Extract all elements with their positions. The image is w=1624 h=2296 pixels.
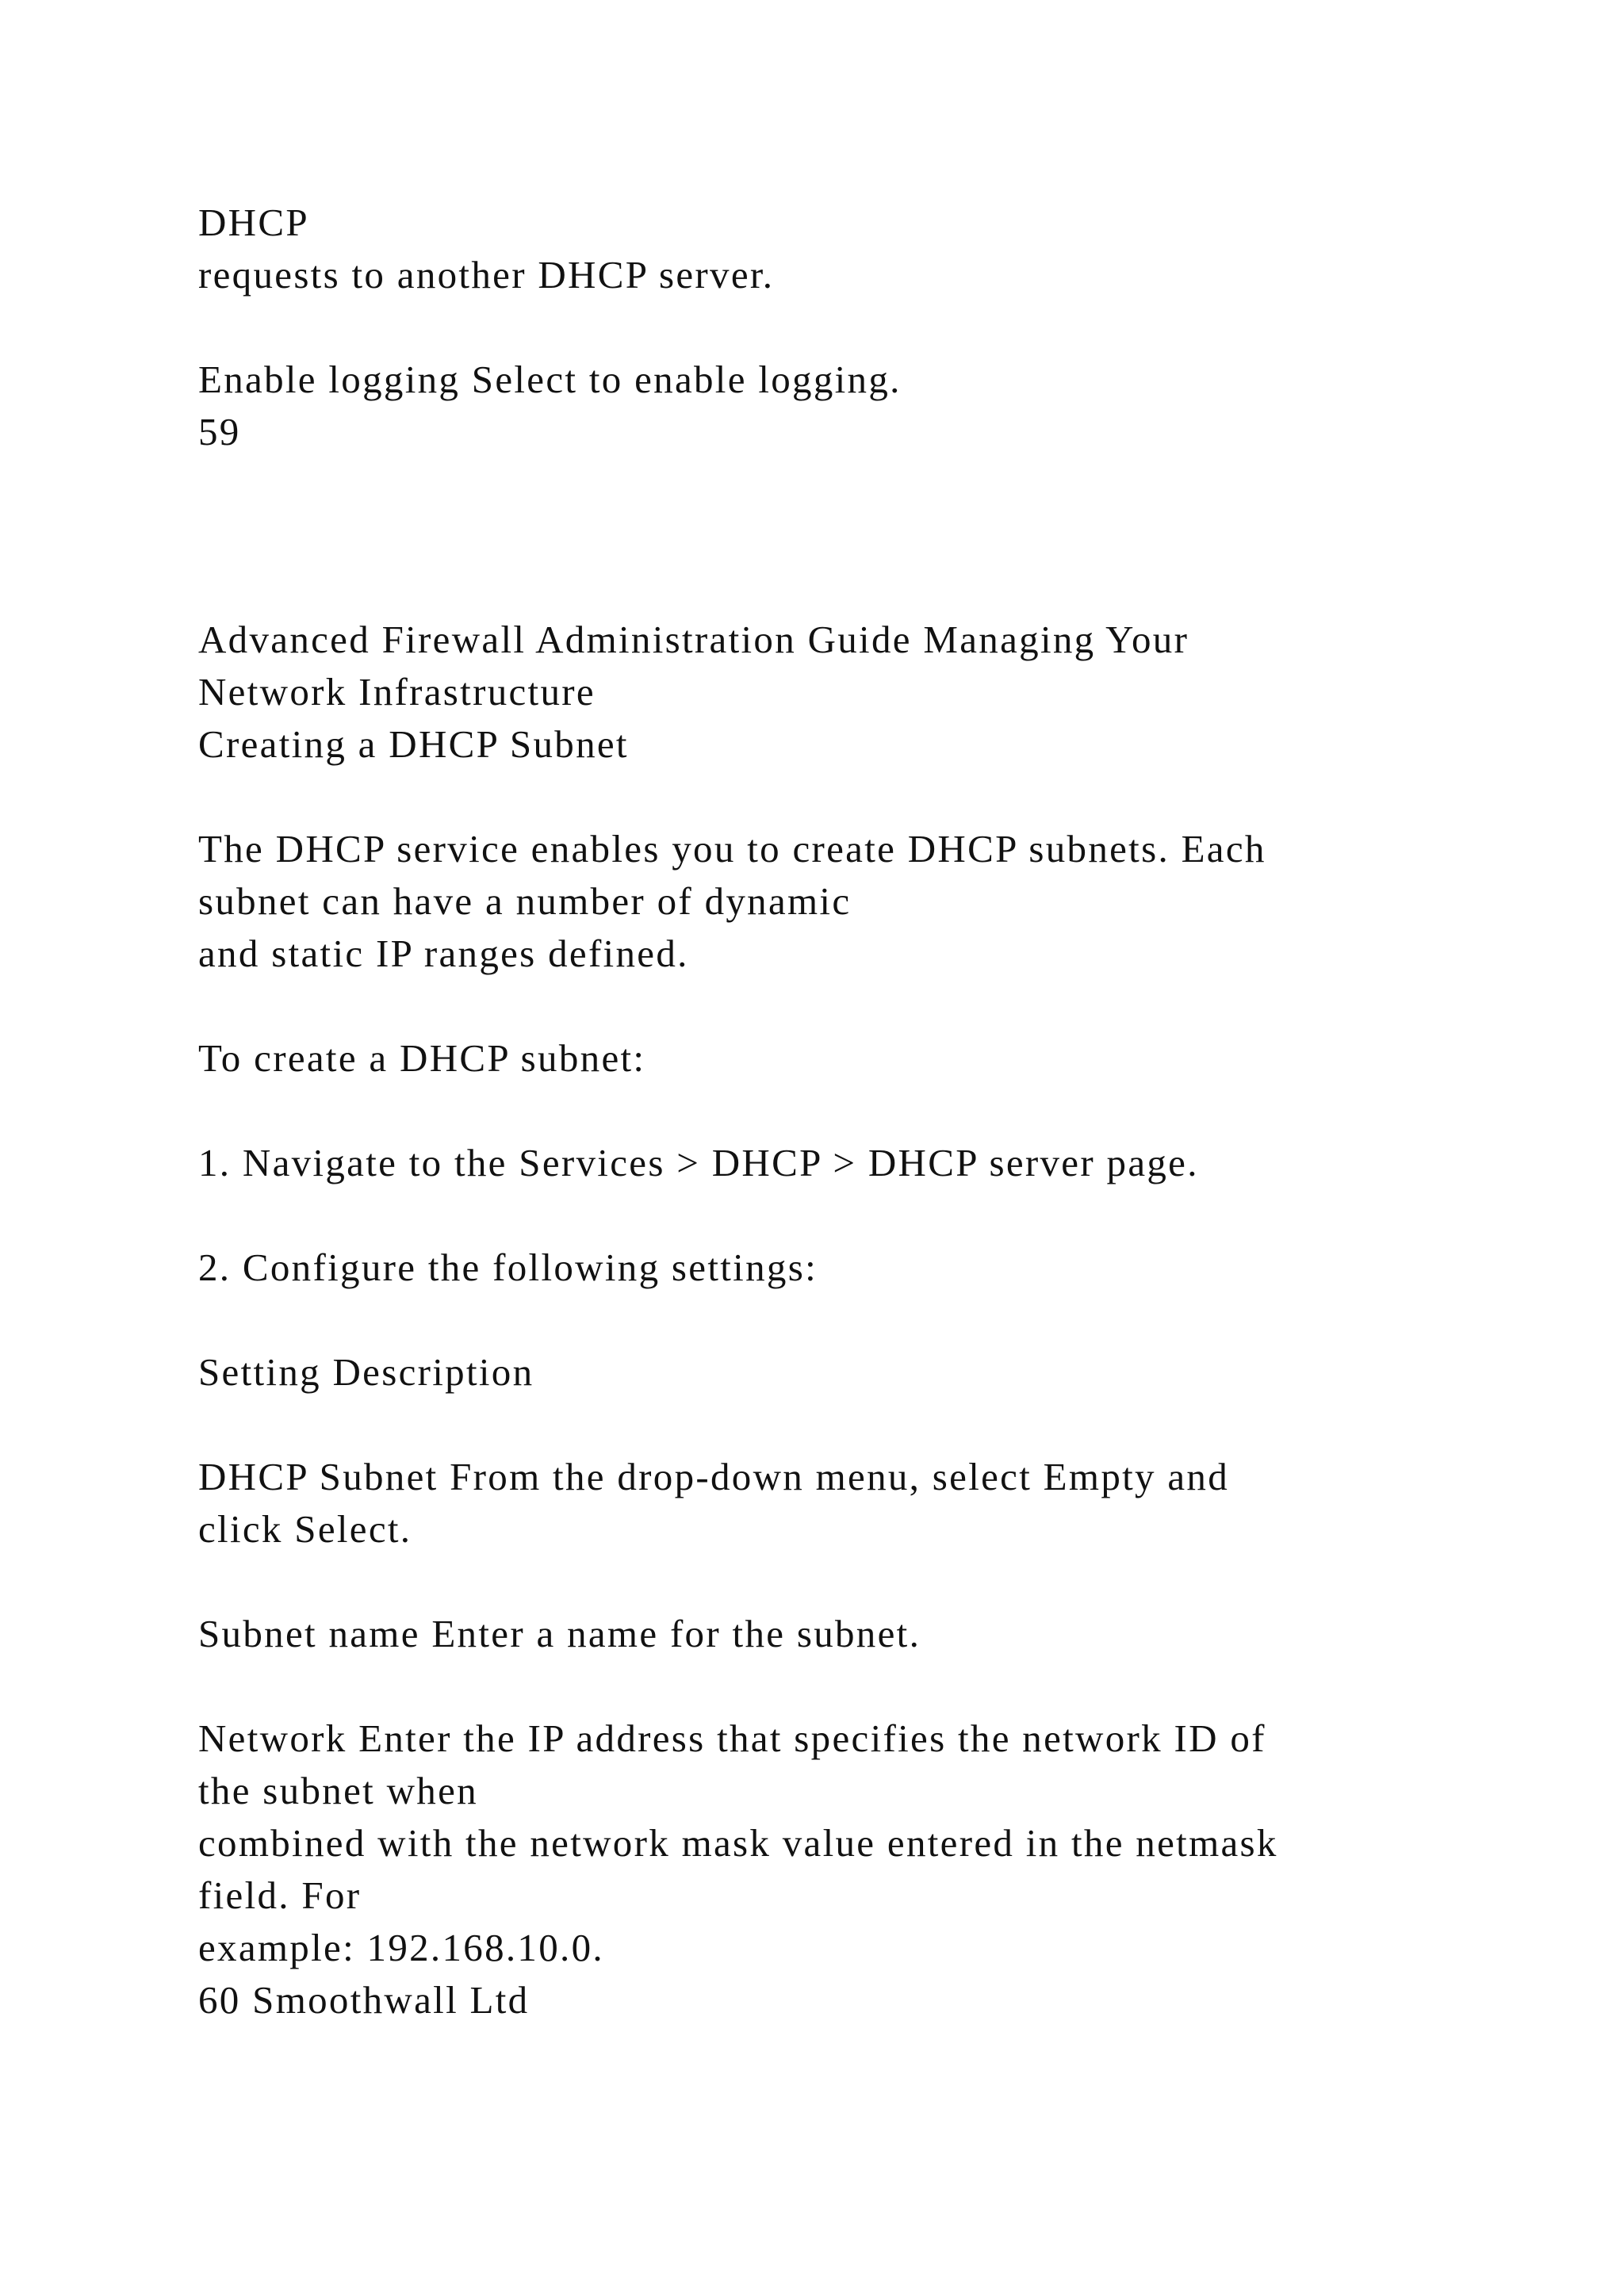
table-row: example: 192.168.10.0. — [198, 1926, 604, 1969]
table-header: Setting Description — [198, 1350, 534, 1394]
table-row: Network Enter the IP address that specifies the network ID of — [198, 1716, 1266, 1760]
table-row: combined with the network mask value entered in the netmask — [198, 1821, 1278, 1865]
running-header: Network Infrastructure — [198, 670, 596, 714]
text-line: and static IP ranges defined. — [198, 932, 689, 975]
step-item: 1. Navigate to the Services > DHCP > DHCP server page. — [198, 1141, 1199, 1184]
running-header: Advanced Firewall Administration Guide Managing Your — [198, 618, 1189, 661]
text-line: DHCP — [198, 201, 309, 244]
page-number: 59 — [198, 410, 241, 453]
table-row: click Select. — [198, 1507, 412, 1551]
section-heading: Creating a DHCP Subnet — [198, 722, 629, 766]
table-row: Subnet name Enter a name for the subnet. — [198, 1612, 921, 1655]
text-line: subnet can have a number of dynamic — [198, 879, 852, 923]
text-line: Enable logging Select to enable logging. — [198, 358, 902, 401]
text-line: The DHCP service enables you to create DHCP subnets. Each — [198, 827, 1266, 871]
text-line: requests to another DHCP server. — [198, 253, 775, 297]
table-row: the subnet when — [198, 1769, 478, 1812]
page-footer: 60 Smoothwall Ltd — [198, 1978, 530, 2022]
step-item: 2. Configure the following settings: — [198, 1246, 818, 1289]
text-line: To create a DHCP subnet: — [198, 1036, 646, 1080]
table-row: field. For — [198, 1873, 362, 1917]
table-row: DHCP Subnet From the drop-down menu, select Empty and — [198, 1455, 1230, 1498]
